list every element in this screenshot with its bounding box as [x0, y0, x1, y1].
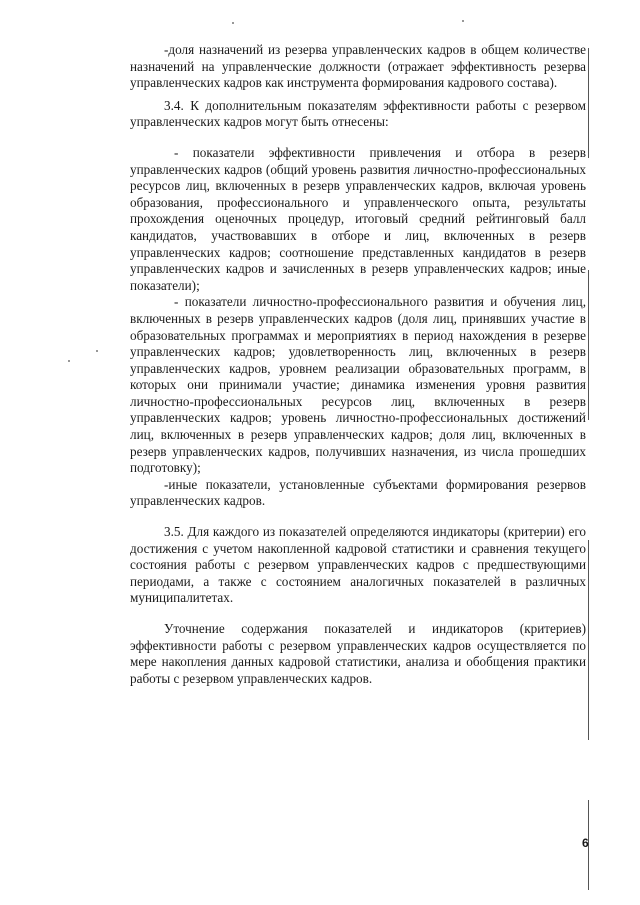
scan-speck — [68, 360, 70, 362]
paragraph-recruitment-indicators: - показатели эффективности привлечения и отбора в резерв управленческих кадров (общий уровень развития личностно-профессиональных ресурсов лиц, включенных в резерв управленческих кадров, включая уровень образования, профессионального и управленческого опыта, результаты прохождения оценочных процедур, итоговый средний рейтинговый балл кандидатов, участвовавших в отборе и лиц, включенных в резерв управленческих кадров; соотношение представленных кандидатов в резерв управленческих кадров и зачисленных в резерв управленческих кадров; иные показатели); — [130, 144, 586, 293]
scan-speck — [462, 20, 464, 22]
paragraph-3-5: 3.5. Для каждого из показателей определяются индикаторы (критерии) его достижения с учетом накопленной кадровой статистики и сравнения текущего состояния работы с резервом управленческих кадров с предшествующими периодами, а также с состоянием аналогичных показателей в различных муниципалитетах. — [130, 524, 586, 606]
scan-speck — [96, 350, 98, 352]
scan-speck — [232, 22, 234, 24]
paragraph-development-indicators: - показатели личностно-профессионального развития и обучения лиц, включенных в резерв управленческих кадров (доля лиц, принявших участие в образовательных программах и мероприятиях в период нахождения в резерве управленческих кадров; удовлетворенность лиц, включенных в резерв управленческих кадров, уровнем реализации образовательных программ, в которых они принимали участие; динамика изменения уровня развития личностно-профессиональных ресурсов лиц, включенных в резерв управленческих кадров; уровень личностно-профессиональных достижений лиц, включенных в резерв управленческих кадров; доля лиц, включенных в резерв управленческих кадров, получивших назначения, из числа прошедших подготовку); — [130, 294, 586, 476]
body-text — [130, 42, 586, 687]
scan-edge-line — [588, 270, 589, 420]
paragraph-other-indicators: -иные показатели, установленные субъектами формирования резервов управленческих кадров. — [130, 476, 586, 509]
paragraph-share-of-appointments: -доля назначений из резерва управленческих кадров в общем количестве назначений на управленческие должности (отражает эффективность резерва управленческих кадров как инструмента формирования кадрового состава). — [130, 42, 586, 91]
scan-edge-line — [588, 48, 589, 158]
scan-edge-line — [588, 540, 589, 740]
paragraph-3-4-heading: 3.4. К дополнительным показателям эффективности работы с резервом управленческих кадров могут быть отнесены: — [130, 97, 586, 130]
paragraph-refinement: Уточнение содержания показателей и индикаторов (критериев) эффективности работы с резервом управленческих кадров осуществляется по мере накопления данных кадровой статистики, анализа и обобщения практики работы с резервом управленческих кадров. — [130, 621, 586, 686]
page-number: 6 — [582, 836, 589, 850]
